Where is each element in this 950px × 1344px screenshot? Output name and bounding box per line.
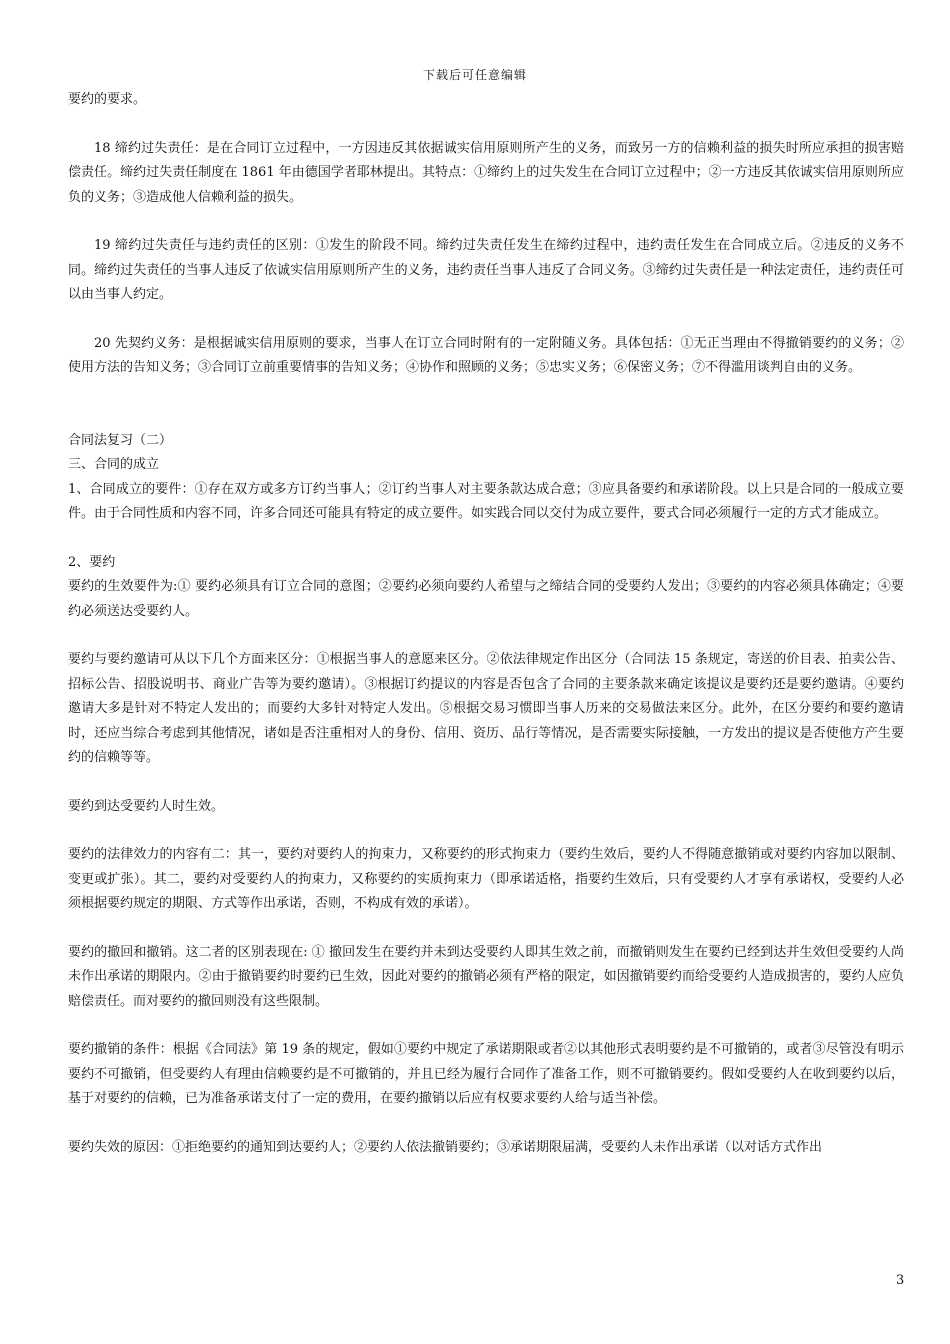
paragraph-offer-legal-effect: 要约的法律效力的内容有二：其一，要约对要约人的拘束力，又称要约的形式拘束力（要约生效后，要约人不得随意撤销或对要约内容加以限制、变更或扩张）。其二，要约对受要约人的拘束力，又称要约的实质拘束力（即承诺适格，指要约生效后，只有受要约人才享有承诺权，受要约人必须根据要约规定的期限、方式等作出承诺，否则，不构成有效的承诺）。 [68, 847, 904, 911]
paragraph-offer-effective: 要约到达受要约人时生效。 [68, 798, 225, 814]
paragraph-revocation-conditions: 要约撤销的条件：根据《合同法》第 19 条的规定，假如①要约中规定了承诺期限或者②以其他形式表明要约是不可撤销的，或者③尽管没有明示要约不可撤销，但受要约人有理由信赖要约是不可撤销的，并且已经为履行合同作了准备工作，则不可撤销要约。假如受要约人在收到要约以后，基于对要约的信赖，已为准备承诺支付了一定的费用，在要约撤销以后应有权要求要约人给与适当补偿。 [68, 1042, 904, 1106]
section-title-review-2: 合同法复习（二） [68, 432, 173, 448]
paragraph-offer-elements: 要约的生效要件为:① 要约必须具有订立合同的意图；②要约必须向要约人希望与之缔结合同的受要约人发出；③要约的内容必须具体确定；④要约必须送达受要约人。 [68, 579, 904, 619]
paragraph-formation-elements: 1、合同成立的要件：①存在双方或多方订约当事人；②订约当事人对主要条款达成合意；③应具备要约和承诺阶段。以上只是合同的一般成立要件。由于合同性质和内容不同，许多合同还可能具有特定的成立要件。如实践合同以交付为成立要件，要式合同必须履行一定的方式才能成立。 [68, 481, 904, 521]
paragraph-offer-vs-invitation: 要约与要约邀请可从以下几个方面来区分：①根据当事人的意愿来区分。②依法律规定作出区分（合同法 15 条规定，寄送的价目表、拍卖公告、招标公告、招股说明书、商业广告等为要约邀请）。③根据订约提议的内容是否包含了合同的主要条款来确定该提议是要约还是要约邀请。④要约邀请大多是针对不特定人发出的；而要约大多针对特定人发出。⑤根据交易习惯即当事人历来的交易做法来区分。此外，在区分要约和要约邀请时，还应当综合考虑到其他情况，诸如是否注重相对人的身份、信用、资历、品行等情况，是否需要实际接触，一方发出的提议是否使他方产生要约的信赖等等。 [68, 652, 904, 765]
section-heading-formation: 三、合同的成立 [68, 457, 160, 472]
page-header: 下载后可任意编辑 [422, 68, 527, 82]
paragraph-pre-contract-duties: 20 先契约义务：是根据诚实信用原则的要求，当事人在订立合同时附有的一定附随义务。具体包括：①无正当理由不得撤销要约的义务；②使用方法的告知义务；③合同订立前重要情事的告知义务；④协作和照顾的义务；⑤忠实义务；⑥保密义务；⑦不得滥用谈判自由的义务。 [68, 335, 904, 375]
document-body [68, 88, 904, 1160]
page-number: 3 [896, 1273, 905, 1288]
paragraph-liability-distinction: 19 缔约过失责任与违约责任的区别：①发生的阶段不同。缔约过失责任发生在缔约过程中，违约责任发生在合同成立后。②违反的义务不同。缔约过失责任的当事人违反了依诚实信用原则所产生的义务，违约责任当事人违反了合同义务。③缔约过失责任是一种法定责任，违约责任可以由当事人约定。 [68, 238, 904, 302]
paragraph-withdrawal-revocation: 要约的撤回和撤销。这二者的区别表现在: ① 撤回发生在要约并未到达受要约人即其生效之前，而撤销则发生在要约已经到达并生效但受要约人尚未作出承诺的期限内。②由于撤销要约时要约已生效，因此对要约的撤销必须有严格的限定，如因撤销要约而给受要约人造成损害的，要约人应负赔偿责任。而对要约的撤回则没有这些限制。 [68, 944, 904, 1009]
paragraph-offer-requirement: 要约的要求。 [68, 92, 147, 107]
subheading-offer: 2、要约 [68, 554, 116, 570]
paragraph-culpa-in-contrahendo: 18 缔约过失责任：是在合同订立过程中，一方因违反其依据诚实信用原则所产生的义务，而致另一方的信赖利益的损失时所应承担的损害赔偿责任。缔约过失责任制度在 1861 年由德国学者耶林提出。其特点：①缔约上的过失发生在合同订立过程中；②一方违反其依诚实信用原则所应负的义务；③造成他人信赖利益的损失。 [68, 140, 904, 205]
paragraph-offer-lapse: 要约失效的原因：①拒绝要约的通知到达要约人；②要约人依法撤销要约；③承诺期限届满，受要约人未作出承诺（以对话方式作出 [68, 1139, 823, 1155]
